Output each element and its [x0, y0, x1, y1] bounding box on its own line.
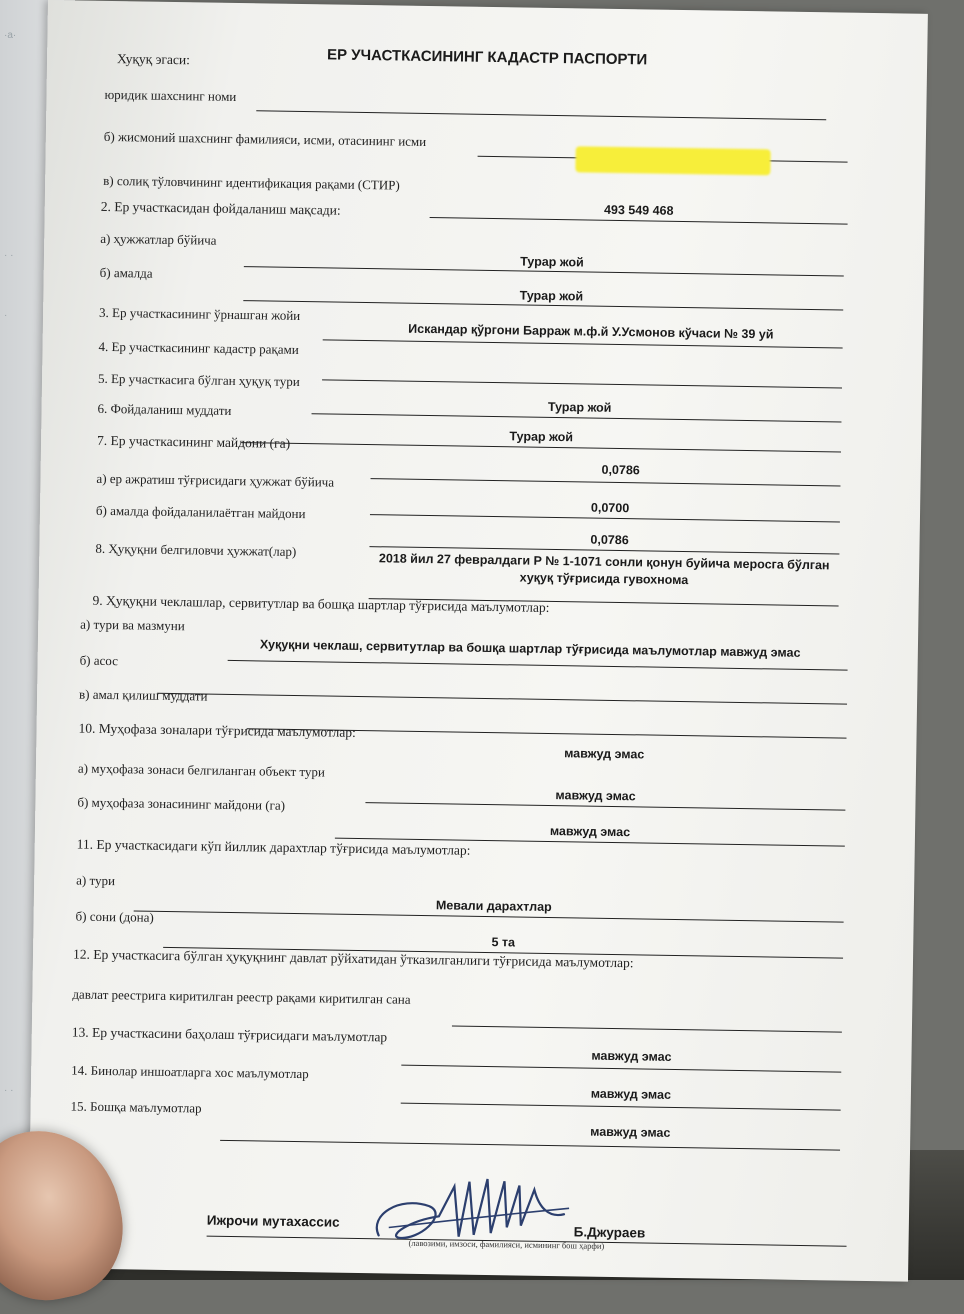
area-actual-row — [40, 498, 920, 548]
buildings-label: 14. Бинолар иншоатларга хос маълумотлар — [71, 1062, 309, 1082]
legal-entity-row — [46, 82, 926, 122]
restrictions-heading: 9. Ҳуқуқни чеклашлар, сервитутлар ва бошқа шартлар тўғрисида маълумотлар: — [92, 592, 550, 615]
other-line — [220, 1140, 840, 1151]
restrictions-validity-label: в) амал қилиш муддати — [78, 686, 208, 704]
signature-role: Ижрочи мутахассис — [206, 1212, 340, 1230]
documents-value-line1: 2018 йил 27 февралдаги Р № 1-1071 сонли қонун буйича меросга бўлган — [378, 551, 830, 573]
owner-heading: Хуқуқ эгаси: — [116, 51, 191, 68]
redacted-name-highlight — [575, 146, 770, 175]
area-label: 7. Ер участкасининг майдони (га) — [96, 432, 291, 451]
legal-entity-label: юридик шахснинг номи — [104, 86, 237, 104]
purpose-docs-value: Турар жой — [520, 254, 584, 270]
tin-label: в) солиқ тўловчининг идентификация рақами (СТИР) — [103, 172, 400, 193]
cadastral-number-label: 4. Ер участкасининг кадастр рақами — [98, 338, 299, 357]
restrictions-type-value: Хуқуқни чеклаш, сервитутлар ва бошқа шартлар тўғрисида маълумотлар мавжуд эмас — [259, 637, 801, 660]
purpose-docs-row — [44, 226, 924, 270]
owner-heading-row — [47, 46, 927, 86]
location-label: 3. Ер участкасининг ўрнашган жойи — [98, 304, 301, 323]
trees-type-value: Мевали дарахтлар — [435, 898, 552, 915]
protection-object-value: мавжуд эмас — [555, 788, 636, 804]
trees-count-value: 5 та — [491, 935, 516, 950]
registration-row — [32, 982, 912, 1022]
side-mark: ·а· — [4, 30, 17, 41]
side-mark: · · — [4, 1085, 14, 1096]
protection-object-label: а) муҳофаза зонаси белгиланган объект тури — [77, 760, 326, 780]
protection-area-row — [35, 790, 915, 840]
legal-entity-line — [256, 110, 826, 120]
area-row — [41, 428, 921, 478]
documents-label: 8. Ҳуқуқни белгиловчи ҳужжат(лар) — [95, 540, 297, 559]
protection-heading: 10. Муҳофаза зоналари тўғрисида маълумотлар: — [78, 720, 356, 740]
purpose-docs-label: а) ҳужжатлар бўйича — [100, 230, 217, 248]
individual-row — [46, 124, 926, 164]
protection-heading-row — [36, 716, 916, 762]
trees-count-label: б) сони (дона) — [75, 908, 154, 925]
area-allotment-value: 0,0700 — [590, 500, 630, 516]
area-actual-value: 0,0786 — [590, 532, 629, 548]
protection-area-value: мавжуд эмас — [549, 823, 631, 840]
signature-name: Б.Джураев — [573, 1224, 646, 1241]
purpose-actual-label: б) амалда — [99, 264, 153, 281]
term-value: Турар жой — [509, 429, 574, 445]
other-label: 15. Бошқа маълумотлар — [70, 1098, 202, 1116]
purpose-actual-row — [44, 260, 924, 304]
registration-heading: 12. Ер участкасига бўлган ҳуқуқнинг давлат рўйхатидан ўтказилганлиги тўғрисида маълумотлар: — [72, 946, 634, 971]
purpose-actual-value: Турар жой — [519, 288, 584, 304]
area-allotment-label: а) ер ажратиш тўғрисидаги ҳужжат бўйича — [96, 470, 335, 490]
buildings-value: мавжуд эмас — [590, 1086, 672, 1102]
valuation-label: 13. Ер участкасини баҳолаш тўғрисидаги маълумотлар — [71, 1024, 388, 1045]
signature-caption: (лавозими, имзоси, фамилияси, исмининг бош ҳарфи) — [408, 1237, 605, 1251]
side-mark: · · — [4, 250, 14, 261]
protection-heading-value: мавжуд эмас — [564, 746, 645, 762]
restrictions-type-label: а) тури ва мазмуни — [80, 616, 185, 634]
document-title: ЕР УЧАСТКАСИНИНГ КАДАСТР ПАСПОРТИ — [326, 46, 648, 69]
valuation-row — [32, 1020, 912, 1064]
registration-label: давлат реестрига киритилган реестр рақами киритилган сана — [72, 986, 411, 1007]
trees-type-row — [34, 868, 914, 915]
tin-value: 493 549 468 — [603, 202, 674, 218]
trees-type-label: а) тури — [76, 872, 116, 889]
cadastral-passport-document — [28, 0, 928, 1282]
handwritten-signature — [358, 1165, 589, 1259]
documents-value-line2: хуқуқ тўғрисида гувохнома — [519, 570, 689, 588]
restrictions-validity-row — [37, 682, 917, 722]
location-row — [43, 300, 923, 340]
right-type-value: Турар жой — [547, 399, 612, 415]
restrictions-basis-label: б) асос — [79, 652, 119, 669]
trees-heading: 11. Ер участкасидаги кўп йиллик дарахтлар тўғрисида маълумотлар: — [76, 836, 471, 858]
other-row — [30, 1094, 910, 1140]
other-value: мавжуд эмас — [590, 1124, 671, 1140]
individual-label: б) жисмоний шахснинг фамилияси, исми, отасининг исми — [103, 128, 427, 149]
buildings-row — [31, 1058, 911, 1102]
side-mark: · — [4, 310, 8, 321]
trees-count-row — [33, 904, 913, 950]
valuation-value: мавжуд эмас — [591, 1048, 672, 1064]
registration-heading-row — [33, 942, 913, 982]
purpose-heading: 2. Ер участкасидан фойдаланиш мақсади: — [100, 198, 341, 218]
protection-area-label: б) муҳофаза зонасининг майдони (га) — [77, 794, 286, 813]
area-actual-label: б) амалда фойдаланилаётган майдони — [95, 502, 306, 522]
trees-heading-row — [35, 832, 915, 872]
right-type-label: 5. Ер участкасига бўлган ҳуқуқ тури — [97, 370, 300, 390]
term-label: 6. Фойдаланиш муддати — [97, 400, 232, 418]
location-value: Искандар қўргони Барраж м.ф.й У.Усмонов кўчаси № 39 уй — [408, 321, 774, 342]
area-value: 0,0786 — [601, 462, 640, 478]
